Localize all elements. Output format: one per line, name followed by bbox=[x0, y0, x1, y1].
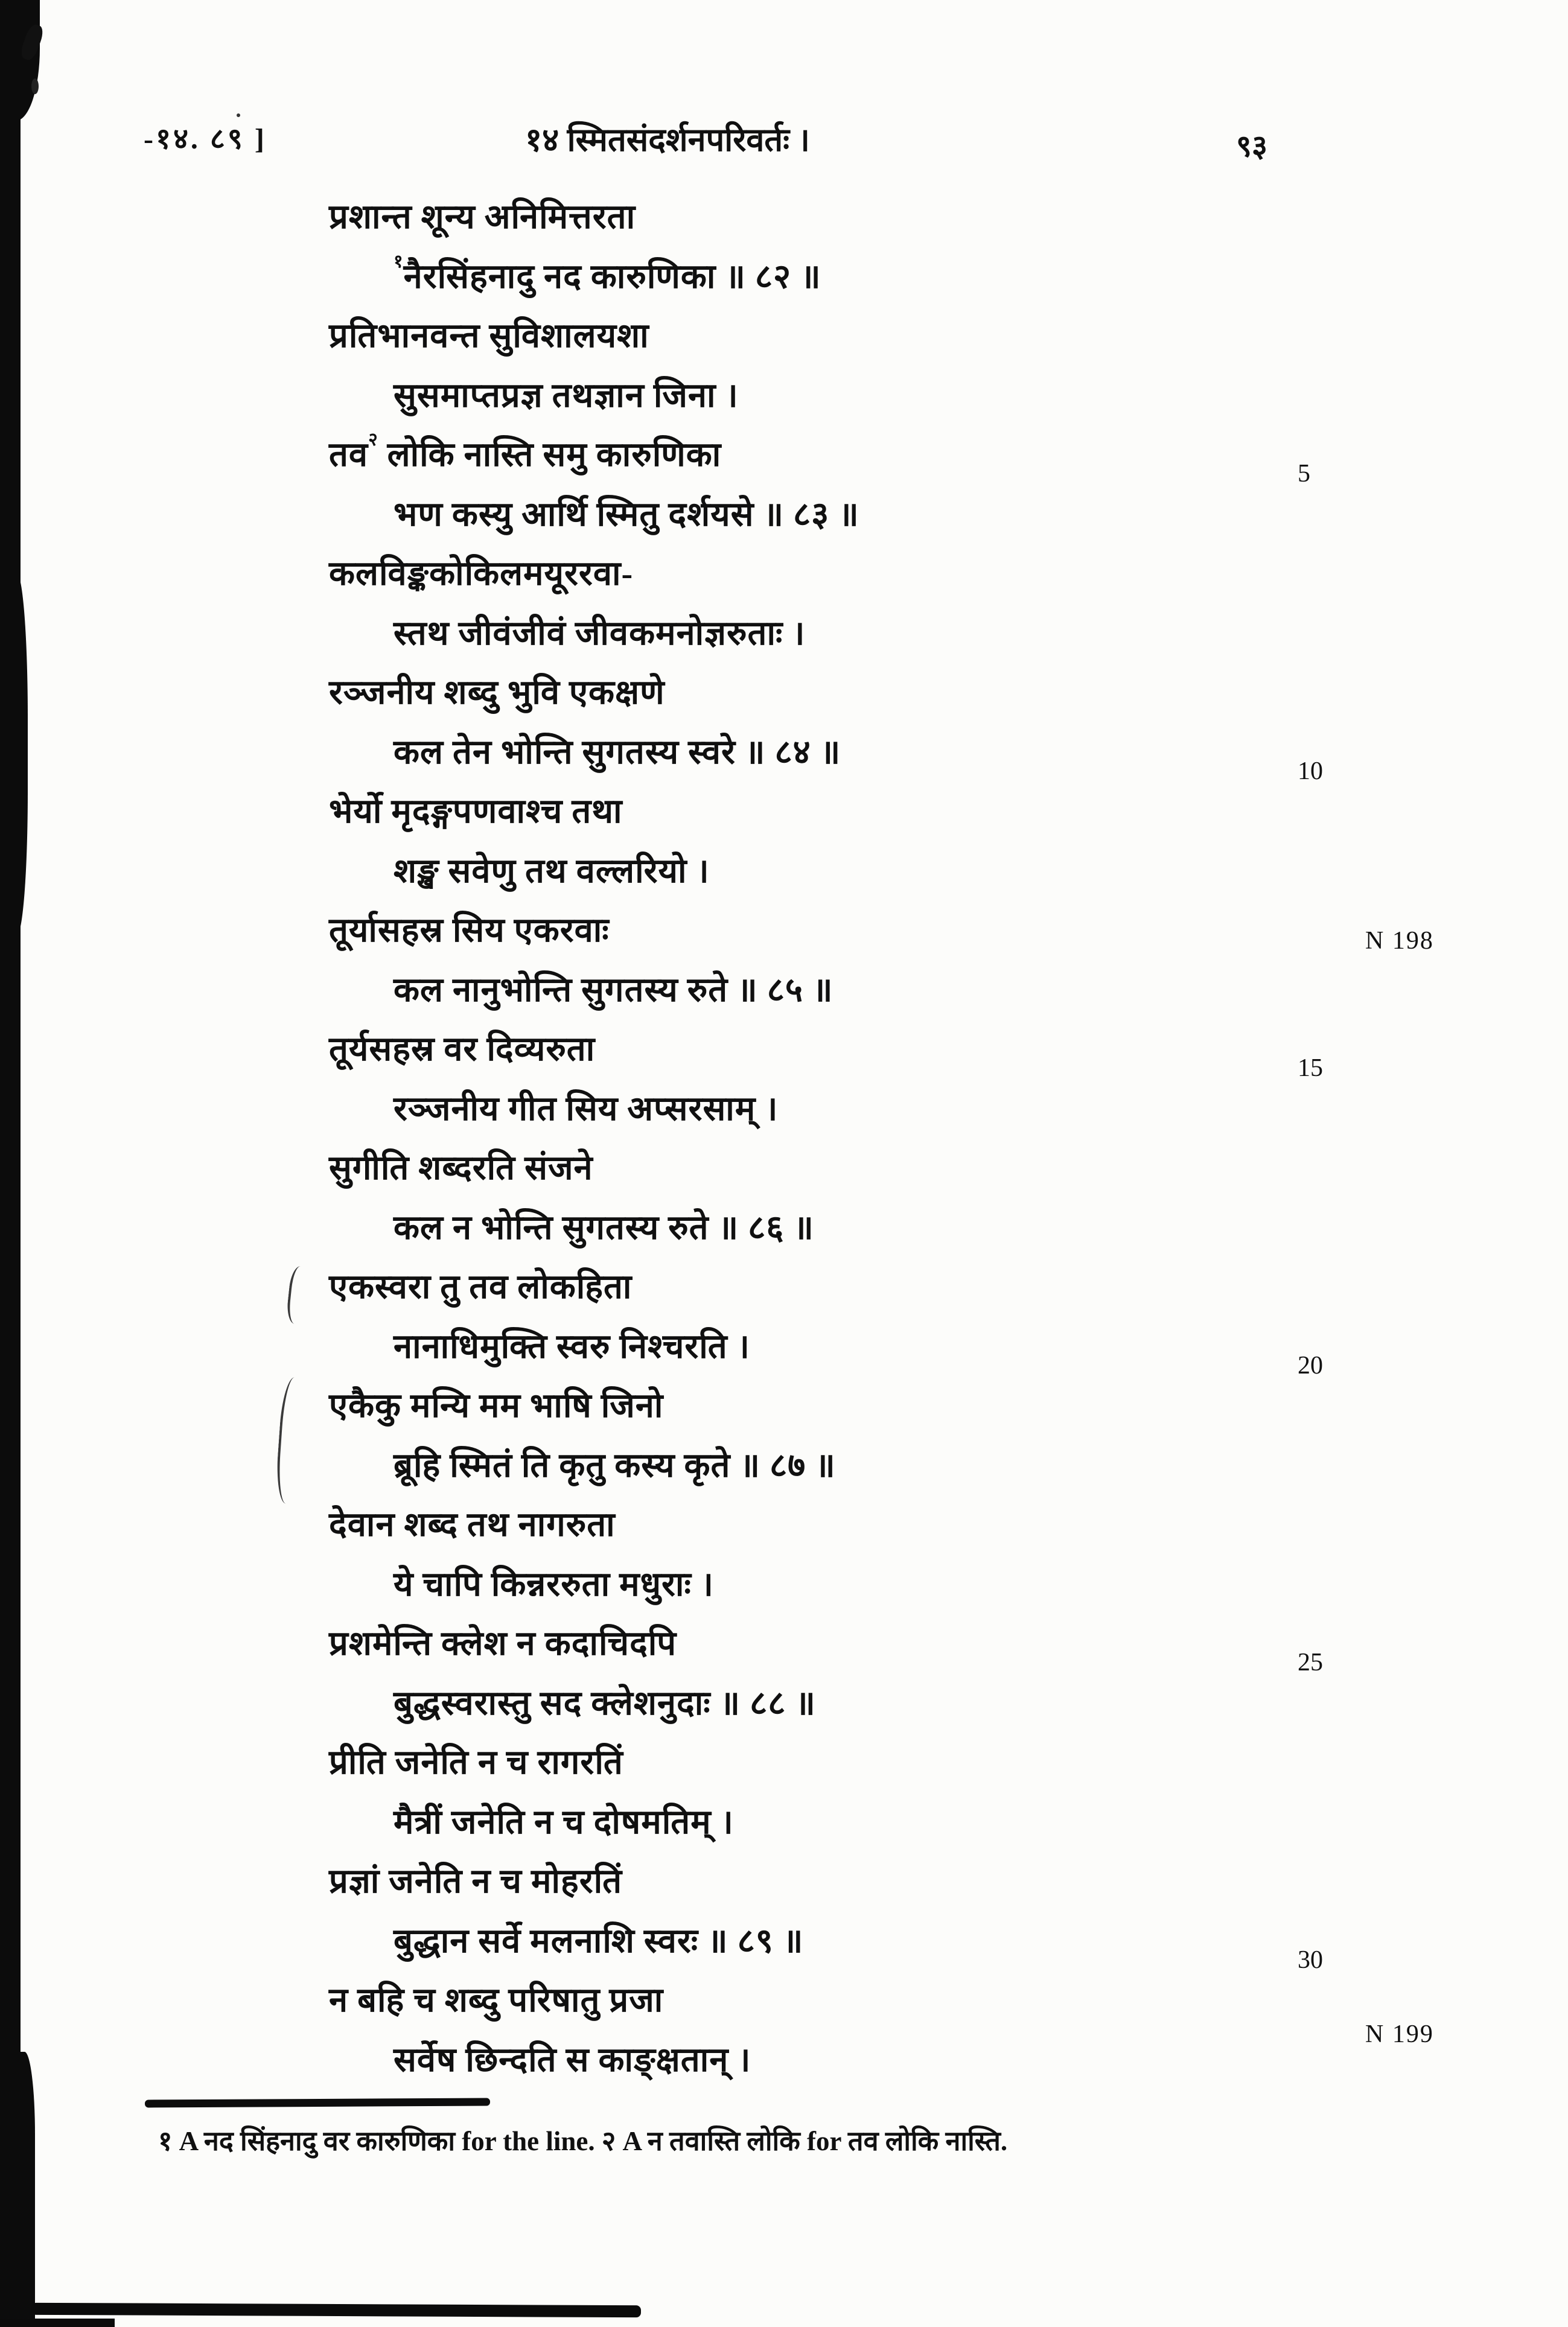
verse-line bbox=[394, 1091, 779, 1128]
verse-line-text: एकस्वरा तु तव लोकहिता bbox=[329, 1269, 633, 1306]
verse-line-text: ये चापि किन्नररुता मधुराः । bbox=[394, 1565, 714, 1603]
verse-line bbox=[394, 1210, 814, 1247]
verse-line bbox=[394, 378, 739, 415]
verse-line-text: प्रशमेन्ति क्लेश न कदाचिदपि bbox=[329, 1625, 677, 1663]
footnote-text: १ A नद सिंहनादु वर कारुणिका for the line. २ A न तवास्ति लोकि for तव लोकि नास्ति. bbox=[158, 2126, 1008, 2156]
verse-line-text: प्रतिभानवन्त सुविशालयशा bbox=[329, 317, 649, 355]
verse-line-text: मैत्रीं जनेति न च दोषमतिम् । bbox=[394, 1803, 734, 1841]
margin-line-number: 30 bbox=[1298, 1946, 1323, 1974]
verse-line bbox=[329, 1031, 595, 1069]
margin-manuscript-ref: N 198 bbox=[1365, 927, 1434, 955]
scan-blob-top-left bbox=[0, 0, 40, 121]
verse-line bbox=[394, 1567, 714, 1604]
verse-line-text: सुसमाप्तप्रज्ञ तथज्ञान जिना । bbox=[394, 377, 739, 415]
verse-line bbox=[329, 430, 722, 474]
header-chapter-title: १४ स्मितसंदर्शनपरिवर्तः । bbox=[525, 122, 811, 158]
verse-line-text: तव bbox=[329, 436, 369, 474]
verse-line bbox=[394, 497, 859, 534]
footnote-marker: १ bbox=[394, 251, 404, 272]
header-verse-reference: -१४. ८९ ] bbox=[144, 123, 267, 155]
verse-line-text: स्तथ जीवंजीवं जीवकमनोज्ञरुताः । bbox=[394, 614, 806, 652]
scan-strip-bottom bbox=[31, 2303, 641, 2317]
verse-line bbox=[394, 972, 833, 1010]
verse-line-text: ब्रूहि स्मितं ति कृतु कस्य कृते ॥ ८७ ॥ bbox=[394, 1447, 836, 1485]
verse-line bbox=[394, 2042, 751, 2080]
verse-line bbox=[329, 1626, 677, 1663]
verse-line-text: बुद्धान सर्वे मलनाशि स्वरः ॥ ८९ ॥ bbox=[394, 1922, 804, 1960]
verse-line bbox=[394, 616, 806, 653]
verse-line bbox=[329, 794, 623, 831]
verse-line bbox=[329, 199, 636, 237]
verse-line bbox=[329, 1507, 616, 1544]
verse-line-text: तूर्यासहस्र सिय एकरवाः bbox=[329, 912, 610, 949]
footnote-marker: २ bbox=[368, 430, 378, 450]
verse-line bbox=[329, 1864, 622, 1901]
verse-line bbox=[329, 1388, 663, 1425]
verse-line bbox=[394, 251, 821, 296]
verse-line bbox=[394, 1686, 816, 1723]
verse-line-text: कल तेन भोन्ति सुगतस्य स्वरे ॥ ८४ ॥ bbox=[394, 733, 841, 771]
verse-line bbox=[394, 1448, 836, 1485]
scan-blob-mid-left bbox=[0, 573, 28, 935]
verse-line bbox=[329, 556, 633, 593]
verse-line-text: लोकि नास्ति समु कारुणिका bbox=[378, 436, 722, 474]
verse-line-text: भण कस्यु आर्थि स्मितु दर्शयसे ॥ ८३ ॥ bbox=[394, 495, 859, 533]
verse-line-text: भेर्यो मृदङ्गपणवाश्च तथा bbox=[329, 793, 623, 830]
footnote-separator-rule bbox=[145, 2098, 490, 2108]
verse-line bbox=[329, 1150, 593, 1188]
margin-line-number: 5 bbox=[1298, 460, 1310, 488]
verse-line-text: कल न भोन्ति सुगतस्य रुते ॥ ८६ ॥ bbox=[394, 1209, 814, 1247]
verse-line-text: नानाधिमुक्ति स्वरु निश्चरति । bbox=[394, 1328, 750, 1366]
verse-line-text: तूर्यसहस्र वर दिव्यरुता bbox=[329, 1031, 596, 1068]
verse-line-text: सर्वेष छिन्दति स काङ्क्षतान् । bbox=[394, 2041, 751, 2079]
verse-line-text: रञ्जनीय शब्दु भुवि एकक्षणे bbox=[329, 674, 665, 711]
scan-sliver-bottom-left bbox=[0, 2319, 115, 2327]
verse-line bbox=[329, 1982, 663, 2020]
verse-line-text: सुगीति शब्दरति संजने bbox=[329, 1150, 593, 1187]
scan-speck bbox=[31, 78, 39, 94]
verse-line-text: बुद्धस्वरास्तु सद क्लेशनुदाः ॥ ८८ ॥ bbox=[394, 1684, 816, 1722]
verse-line bbox=[329, 675, 665, 712]
header-page-number: ९३ bbox=[1236, 129, 1267, 163]
verse-line-text: कल नानुभोन्ति सुगतस्य रुते ॥ ८५ ॥ bbox=[394, 971, 833, 1009]
scan-speck bbox=[237, 113, 240, 117]
verse-line bbox=[394, 734, 841, 772]
verse-line-text: एकैकु मन्यि मम भाषि जिनो bbox=[329, 1387, 664, 1425]
handwritten-paren-mark-small bbox=[285, 1265, 310, 1325]
verse-line bbox=[394, 1923, 803, 1961]
verse-line-text: न बहि च शब्दु परिषातु प्रजा bbox=[329, 1982, 664, 2019]
verse-line bbox=[394, 1804, 734, 1842]
verse-line bbox=[329, 912, 610, 950]
verse-line-text: प्रज्ञां जनेति न च मोहरतिं bbox=[329, 1863, 623, 1900]
margin-manuscript-ref: N 199 bbox=[1365, 2020, 1434, 2049]
margin-line-number: 15 bbox=[1298, 1054, 1323, 1082]
verse-line-text: नैरसिंहनादु नद कारुणिका ॥ ८२ ॥ bbox=[403, 258, 821, 296]
verse-line-text: कलविङ्ककोकिलमयूररवा- bbox=[329, 555, 634, 593]
verse-line-text: देवान शब्द तथ नागरुता bbox=[329, 1506, 616, 1544]
verse-line-text: रञ्जनीय गीत सिय अप्सरसाम् । bbox=[394, 1090, 779, 1128]
verse-line bbox=[329, 1745, 623, 1782]
handwritten-paren-mark-large bbox=[275, 1377, 307, 1504]
verse-line-text: शङ्ख सवेणु तथ वल्लरियो । bbox=[394, 852, 710, 890]
verse-line bbox=[394, 853, 710, 891]
margin-line-number: 20 bbox=[1298, 1351, 1323, 1380]
verse-line bbox=[394, 1329, 750, 1366]
margin-line-number: 10 bbox=[1298, 757, 1323, 785]
verse-line-text: प्रीति जनेति न च रागरतिं bbox=[329, 1744, 623, 1781]
verse-line bbox=[329, 318, 649, 355]
verse-line bbox=[329, 1269, 632, 1307]
scan-blob-bottom-left bbox=[0, 2052, 35, 2327]
scan-edge-band-left bbox=[0, 0, 21, 2327]
margin-line-number: 25 bbox=[1298, 1649, 1323, 1676]
verse-line-text: प्रशान्त शून्य अनिमित्तरता bbox=[329, 199, 636, 236]
